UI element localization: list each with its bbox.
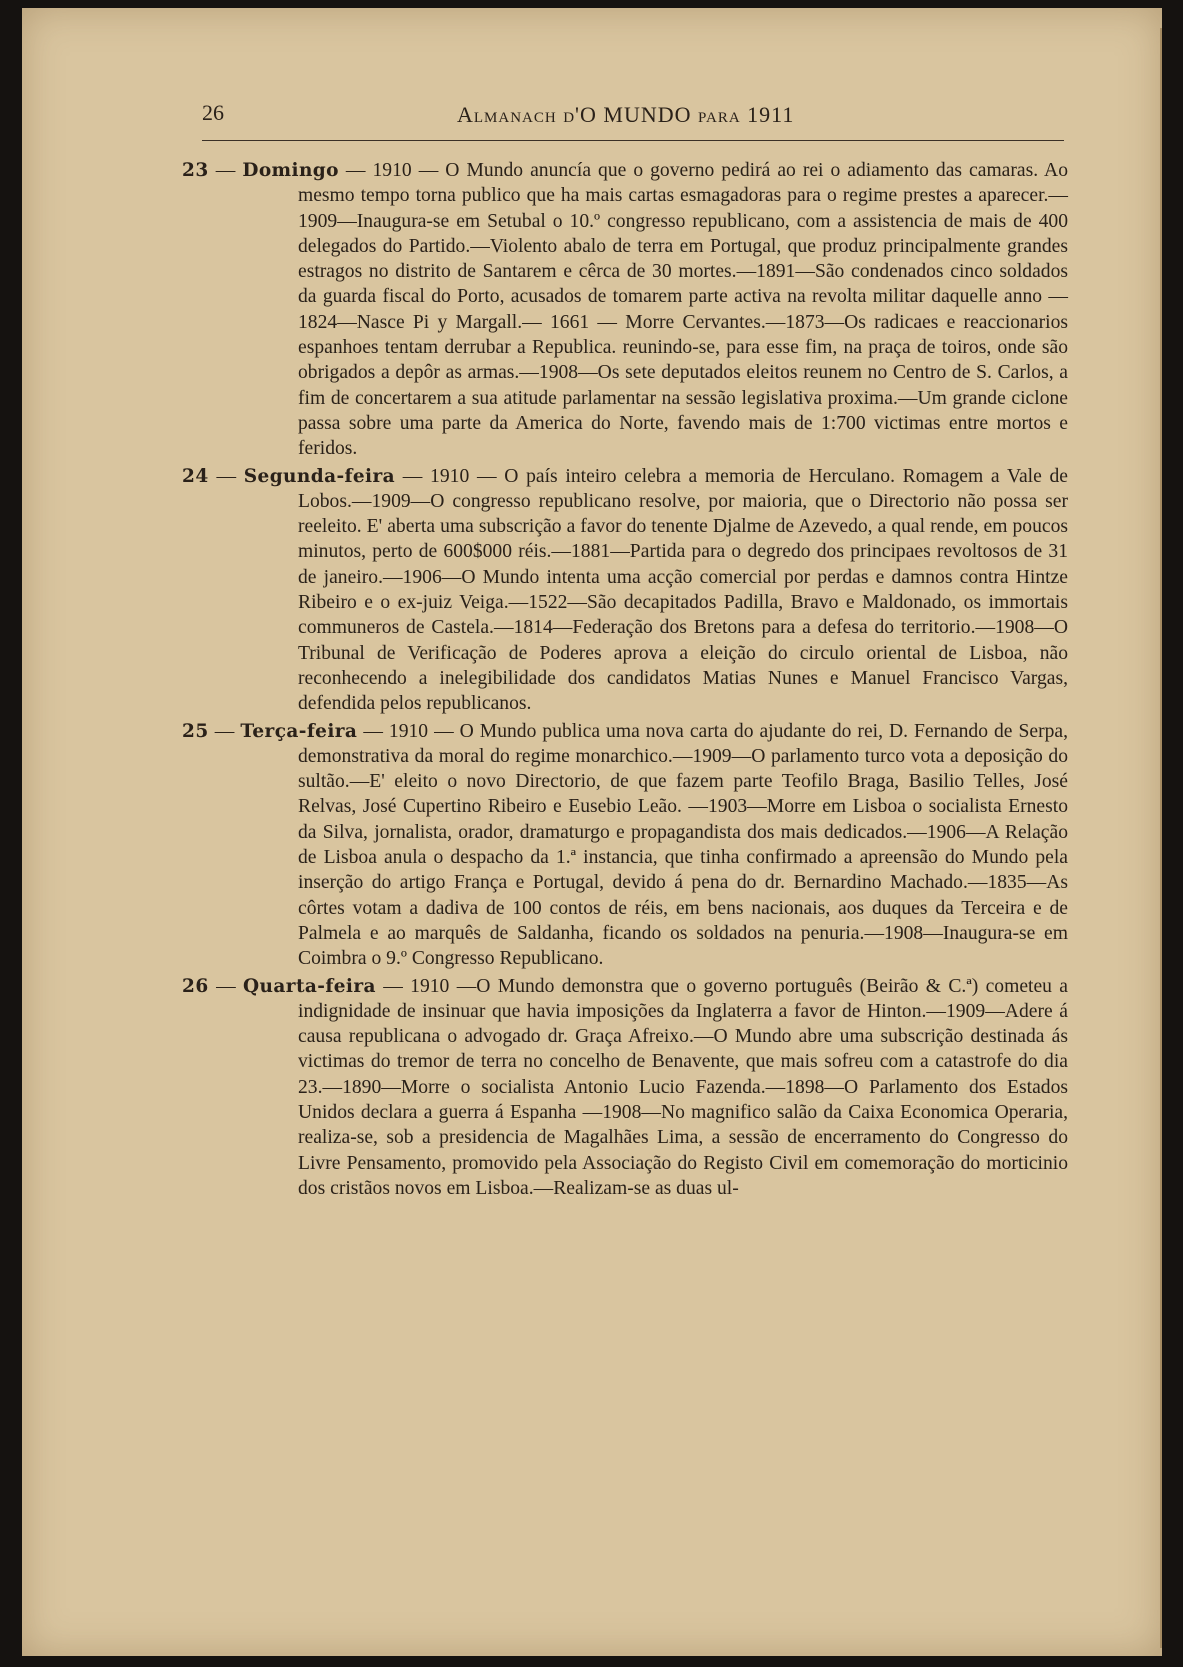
page-fold (1160, 28, 1162, 1648)
calendar-entry-25: 25 — Terça-feira — 1910 — O Mundo publica uma nova carta do ajudante do rei, D. Fernando de Serpa, demonstrativa da moral do regime monarchico.—1909—O parlamento turco vota a deposição do sultão.—E' eleito o novo Directorio, de que fazem parte Teofilo Braga, Basilio Telles, José Relvas, José Cupertino Ribeiro e Eusebio Leão. —1903—Morre em Lisboa o socialista Ernesto da Silva, jornalista, orador, dramaturgo e propagandista dos mais dedicados.—1906—A Relação de Lisboa anula o despacho da 1.ª instancia, que tinha confirmado a apreensão do Mundo pela inserção do artigo França e Portugal, devido á pena do dr. Bernardino Machado.—1835—As côrtes votam a dadiva de 100 contos de réis, em bens nacionais, aos duques da Terceira e de Palmela e ao marquês de Saldanha, ficando os soldados na penuria.—1908—Inaugura-se em Coimbra o 9.º Congresso Republicano. (182, 720, 1068, 970)
day-number: 23 (182, 160, 209, 181)
weekday-heading: Segunda-feira (243, 465, 396, 487)
day-number: 26 (182, 975, 209, 997)
entry-text: — 1910 — O país inteiro celebra a memoria de Herculano. Romagem a Vale de Lobos.—1909—O congresso republicano resolve, por maioria, que o Directorio não possa ser reeleito. E' aberta uma subscrição a favor do tenente Djalme de Azevedo, a qual rende, em poucos minutos, perto de 600$000 réis.—1881—Partida para o degredo dos principaes revoltosos de 31 de janeiro.—1906—O Mundo intenta uma acção comercial por perdas e damnos contra Hintze Ribeiro e o ex-juiz Veiga.—1522—São decapitados Padilla, Bravo e Maldonado, os immortais communeros de Castela.—1814—Federação dos Bretons para a defesa do territorio.—1908—O Tribunal de Verificação de Poderes aprova a eleição do circulo oriental de Lisboa, não reconhecendo a inelegibilidade dos candidatos Matias Nunes e Manuel Francisco Vargas, defendida pelos republicanos. (298, 465, 1068, 715)
entry-text: — 1910 — O Mundo anuncía que o governo pedirá ao rei o adiamento das camaras. Ao mesmo tempo torna publico que ha mais cartas esmagadoras para o regime prestes a aparecer.—1909—Inaugura-se em Setubal o 10.º congresso republicano, com a assistencia de mais de 400 delegados do Partido.—Violento abalo de terra em Portugal, que produz principalmente grandes estragos no distrito de Santarem e cêrca de 30 mortes.—1891—São condenados cinco soldados da guarda fiscal do Porto, acusados de tomarem parte activa na revolta militar daquelle anno —1824—Nasce Pi y Margall.— 1661 — Morre Cervantes.—1873—Os radicaes e reaccionarios espanhoes tentam derrubar a Republica. reunindo-se, para esse fim, na praça de toiros, onde são obrigados a depôr as armas.—1908—Os sete deputados eleitos reunem no Centro de S. Carlos, a fim de concertarem a sua atitude parlamentar na sessão legislativa proxima.—Um grande ciclone passa sobre uma parte da America do Norte, favendo mais de 1:700 victimas entre mortos e feridos. (298, 160, 1069, 460)
calendar-body (182, 158, 1068, 1203)
weekday-heading: Terça-feira (240, 720, 358, 742)
day-number: 25 (182, 720, 209, 742)
running-title: Almanach d'O MUNDO para 1911 (457, 102, 795, 127)
weekday-heading: Domingo (242, 160, 339, 181)
calendar-entry-26: 26 — Quarta-feira — 1910 —O Mundo demonstra que o governo português (Beirão & C.ª) cometeu a indignidade de insinuar que havia imposições da Inglaterra a favor de Hinton.—1909—Adere á causa republicana o advogado dr. Graça Afreixo.—O Mundo abre uma subscrição destinada ás victimas do tremor de terra no concelho de Benavente, que mais sofreu com a catastrofe do dia 23.—1890—Morre o socialista Antonio Lucio Fazenda.—1898—O Parlamento dos Estados Unidos declara a guerra á Espanha —1908—No magnifico salão da Caixa Economica Operaria, realiza-se, sob a presidencia de Magalhães Lima, a sessão de encerramento do Congresso do Livre Pensamento, promovido pela Associação do Registo Civil em comemoração do morticinio dos cristãos novos em Lisboa.—Realizam-se as duas ul- (182, 975, 1069, 1199)
day-number: 24 (182, 465, 209, 487)
page (22, 8, 1162, 1656)
entry-text: — 1910 —O Mundo demonstra que o governo português (Beirão & C.ª) cometeu a indignidade de insinuar que havia imposições da Inglaterra a favor de Hinton.—1909—Adere á causa republicana o advogado dr. Graça Afreixo.—O Mundo abre uma subscrição destinada ás victimas do tremor de terra no concelho de Benavente, que mais sofreu com a catastrofe do dia 23.—1890—Morre o socialista Antonio Lucio Fazenda.—1898—O Parlamento dos Estados Unidos declara a guerra á Espanha —1908—No magnifico salão da Caixa Economica Operaria, realiza-se, sob a presidencia de Magalhães Lima, a sessão de encerramento do Congresso do Livre Pensamento, promovido pela Associação do Registo Civil em comemoração do morticinio dos cristãos novos em Lisboa.—Realizam-se as duas ul- (298, 975, 1069, 1199)
page-header (202, 100, 1064, 141)
entry-text: — 1910 — O Mundo publica uma nova carta do ajudante do rei, D. Fernando de Serpa, demonstrativa da moral do regime monarchico.—1909—O parlamento turco vota a deposição do sultão.—E' eleito o novo Directorio, de que fazem parte Teofilo Braga, Basilio Telles, José Relvas, José Cupertino Ribeiro e Eusebio Leão. —1903—Morre em Lisboa o socialista Ernesto da Silva, jornalista, orador, dramaturgo e propagandista dos mais dedicados.—1906—A Relação de Lisboa anula o despacho da 1.ª instancia, que tinha confirmado a apreensão do Mundo pela inserção do artigo França e Portugal, devido á pena do dr. Bernardino Machado.—1835—As côrtes votam a dadiva de 100 contos de réis, em bens nacionais, aos duques da Terceira e de Palmela e ao marquês de Saldanha, ficando os soldados na penuria.—1908—Inaugura-se em Coimbra o 9.º Congresso Republicano. (298, 720, 1068, 970)
calendar-entry-23: 23 — Domingo — 1910 — O Mundo anuncía que o governo pedirá ao rei o adiamento das camaras. Ao mesmo tempo torna publico que ha mais cartas esmagadoras para o regime prestes a aparecer.—1909—Inaugura-se em Setubal o 10.º congresso republicano, com a assistencia de mais de 400 delegados do Partido.—Violento abalo de terra em Portugal, que produz principalmente grandes estragos no distrito de Santarem e cêrca de 30 mortes.—1891—São condenados cinco soldados da guarda fiscal do Porto, acusados de tomarem parte activa na revolta militar daquelle anno —1824—Nasce Pi y Margall.— 1661 — Morre Cervantes.—1873—Os radicaes e reaccionarios espanhoes tentam derrubar a Republica. reunindo-se, para esse fim, na praça de toiros, onde são obrigados a depôr as armas.—1908—Os sete deputados eleitos reunem no Centro de S. Carlos, a fim de concertarem a sua atitude parlamentar na sessão legislativa proxima.—Um grande ciclone passa sobre uma parte da America do Norte, favendo mais de 1:700 victimas entre mortos e feridos. (182, 160, 1069, 460)
calendar-entry-24: 24 — Segunda-feira — 1910 — O país inteiro celebra a memoria de Herculano. Romagem a Vale de Lobos.—1909—O congresso republicano resolve, por maioria, que o Directorio não possa ser reeleito. E' aberta uma subscrição a favor do tenente Djalme de Azevedo, a qual rende, em poucos minutos, perto de 600$000 réis.—1881—Partida para o degredo dos principaes revoltosos de 31 de janeiro.—1906—O Mundo intenta uma acção comercial por perdas e damnos contra Hintze Ribeiro e o ex-juiz Veiga.—1522—São decapitados Padilla, Bravo e Maldonado, os immortais communeros de Castela.—1814—Federação dos Bretons para a defesa do territorio.—1908—O Tribunal de Verificação de Poderes aprova a eleição do circulo oriental de Lisboa, não reconhecendo a inelegibilidade dos candidatos Matias Nunes e Manuel Francisco Vargas, defendida pelos republicanos. (182, 465, 1068, 715)
page-number: 26 (202, 100, 224, 125)
weekday-heading: Quarta-feira (243, 975, 376, 997)
